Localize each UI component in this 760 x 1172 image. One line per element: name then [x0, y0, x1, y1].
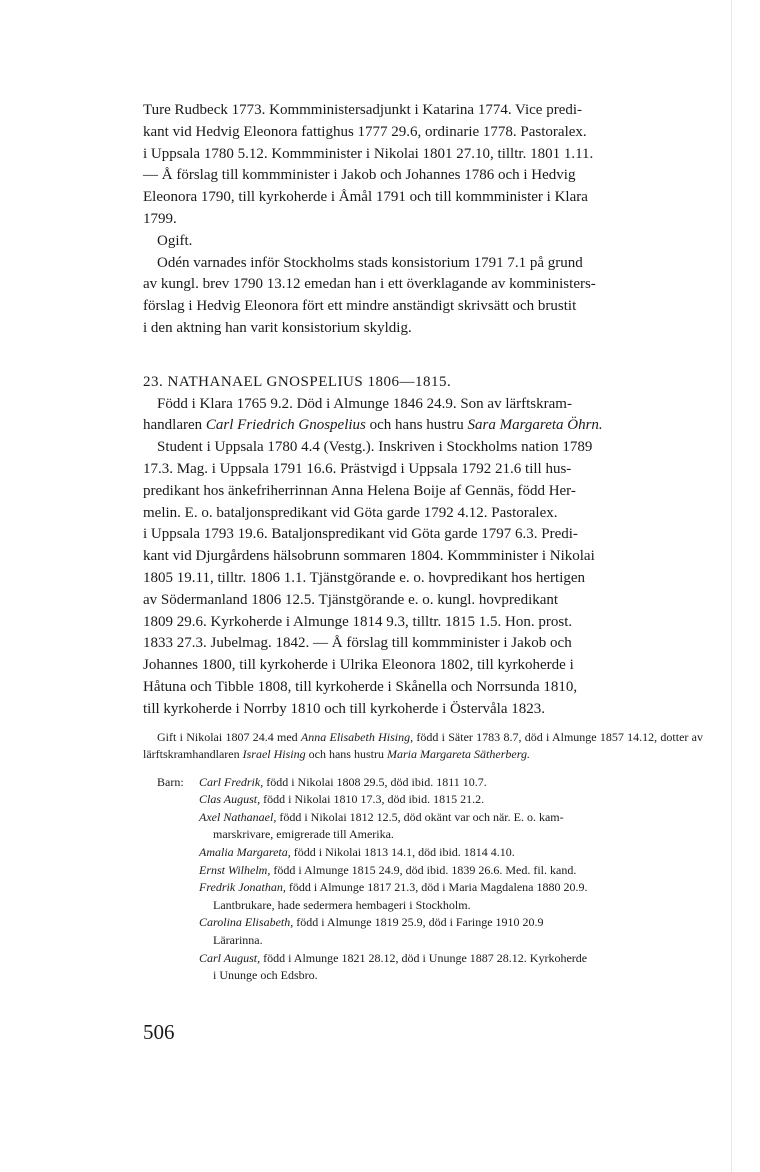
child-name: Ernst Wilhelm, [199, 862, 271, 877]
wife-mother-name: Maria [386, 747, 417, 762]
child-entry [143, 862, 703, 880]
career-gnospelius-line: predikant hos änkefriherrinnan Anna Helena Boije af Gennäs, född Her- [143, 482, 576, 499]
child-name: Carolina Elisabeth, [199, 915, 294, 930]
career-oden-line: kant vid Hedvig Eleonora fattighus 1777 29.6, ordinarie 1778. Pastoralex. [143, 123, 587, 140]
career-gnospelius-line: 1809 29.6. Kyrkoherde i Almunge 1814 9.3, tilltr. 1815 1.5. Hon. prost. [143, 613, 573, 630]
marriage-note: Gift i Nikolai 1807 24.4 med Anna Elisabeth Hising, född i Säter 1783 8.7, död i Almunge 1857 14.12, dotter av lärftskramhandlaren Israel Hising och hans hustru Maria Margareta Sätherberg. [143, 729, 703, 762]
child-name: Carl August, [199, 950, 261, 965]
career-gnospelius-line: 1833 27.3. Jubelmag. 1842. — Å förslag till kommminister i Jakob och [143, 635, 572, 652]
child-entry [143, 844, 703, 862]
child-details: född i Nikolai 1813 14.1, död ibid. 1814 4.10. [290, 845, 515, 860]
career-gnospelius-line: Student i Uppsala 1780 4.4 (Vestg.). Inskriven i Stockholms nation 1789 [157, 439, 593, 456]
career-oden-line: i Uppsala 1780 5.12. Kommminister i Nikolai 1801 27.10, tilltr. 1801 1.11. [143, 145, 594, 162]
child-details-continued: Lärarinna. [213, 933, 263, 948]
heading-text: 23. NATHANAEL GNOSPELIUS 1806—1815. [143, 373, 452, 390]
child-details: född i Nikolai 1808 29.5, död ibid. 1811 10.7. [263, 774, 487, 789]
consistory-line: Odén varnades inför Stockholms stads konsistorium 1791 7.1 på grund [157, 254, 583, 271]
child-details: född i Almunge 1817 21.3, död i Maria Magdalena 1880 20.9. [285, 880, 588, 895]
career-oden-line: — Å förslag till kommminister i Jakob och Johannes 1786 och i Hedvig [143, 167, 576, 184]
child-details: född i Nikolai 1812 12.5, död okänt var och när. E. o. kam- [276, 809, 564, 824]
child-entry [143, 774, 703, 792]
child-details-continued: marskrivare, emigrerade till Amerika. [213, 827, 394, 842]
children-list [143, 774, 703, 985]
wife-name: Anna Elisabeth Hising, [300, 729, 414, 744]
child-name: Clas August, [199, 792, 261, 807]
mother-name: Sara Margareta Öhrn. [467, 417, 603, 434]
child-name: Fredrik Jonathan, [199, 880, 286, 895]
child-entry [143, 914, 703, 949]
wife-father-name: Israel Hising [242, 747, 306, 762]
paragraph-career-oden [143, 100, 703, 231]
children-label: Barn: [157, 774, 184, 789]
child-name: Carl Fredrik, [199, 774, 264, 789]
paragraph-ogift: Ogift. [157, 232, 193, 249]
career-oden-line: Eleonora 1790, till kyrkoherde i Åmål 1791 och till kommminister i Klara [143, 189, 588, 206]
child-details: född i Almunge 1815 24.9, död ibid. 1839 26.6. Med. fil. kand. [270, 862, 577, 877]
child-entry [143, 809, 703, 844]
paragraph-career-gnospelius [143, 437, 703, 720]
wife-mother-surname: Margareta Sätherberg. [419, 747, 530, 762]
consistory-line: förslag i Hedvig Eleonora fört ett mindre anständigt skrivsätt och brustit [143, 298, 577, 315]
career-oden-line: Ture Rudbeck 1773. Kommministersadjunkt i Katarina 1774. Vice predi- [143, 102, 583, 118]
career-oden-line: 1799. [143, 210, 177, 227]
career-gnospelius-line: kant vid Djurgårdens hälsobrunn sommaren 1804. Kommminister i Nikolai [143, 548, 595, 565]
entry-heading [143, 372, 703, 394]
consistory-line: av kungl. brev 1790 13.12 emedan han i ett överklagande av komministers- [143, 276, 596, 293]
paragraph-consistory [143, 253, 703, 340]
child-details: född i Almunge 1821 28.12, död i Ununge 1887 28.12. Kyrkoherde [260, 950, 588, 965]
document-page [143, 100, 703, 985]
child-name: Axel Nathanael, [199, 809, 277, 824]
career-gnospelius-line: 17.3. Mag. i Uppsala 1791 16.6. Prästvigd i Uppsala 1792 21.6 till hus- [143, 460, 572, 477]
page-edge-line [731, 0, 732, 1172]
consistory-line: i den aktning han varit konsistorium skyldig. [143, 319, 412, 336]
career-gnospelius-line: Johannes 1800, till kyrkoherde i Ulrika Eleonora 1802, till kyrkoherde i [143, 657, 574, 674]
father-name: Carl Friedrich Gnospelius [205, 417, 366, 434]
child-entry [143, 879, 703, 914]
child-details-continued: i Ununge och Edsbro. [213, 968, 318, 983]
career-gnospelius-line: melin. E. o. bataljonspredikant vid Göta garde 1792 4.12. Pastoralex. [143, 504, 558, 521]
child-name: Amalia Margareta, [199, 845, 291, 860]
child-entry [143, 950, 703, 985]
page-number: 506 [143, 1020, 175, 1044]
child-entry [143, 791, 703, 809]
birth-line-2: handlaren Carl Friedrich Gnospelius och hans hustru Sara Margareta Öhrn. [143, 417, 603, 434]
career-gnospelius-line: i Uppsala 1793 19.6. Bataljonspredikant vid Göta garde 1797 6.3. Predi- [143, 526, 578, 543]
paragraph-birth [143, 394, 703, 438]
career-gnospelius-line: av Södermanland 1806 12.5. Tjänstgörande e. o. kungl. hovpredikant [143, 591, 559, 608]
career-gnospelius-line: Håtuna och Tibble 1808, till kyrkoherde i Skånella och Norrsunda 1810, [143, 678, 578, 695]
child-details: född i Nikolai 1810 17.3, död ibid. 1815 21.2. [260, 792, 485, 807]
career-gnospelius-line: till kyrkoherde i Norrby 1810 och till kyrkoherde i Östervåla 1823. [143, 700, 545, 717]
birth-line-1: Född i Klara 1765 9.2. Död i Almunge 1846 24.9. Son av lärftskram- [157, 395, 572, 412]
career-gnospelius-line: 1805 19.11, tilltr. 1806 1.1. Tjänstgörande e. o. hovpredikant hos hertigen [143, 569, 586, 586]
child-details: född i Almunge 1819 25.9, död i Faringe 1910 20.9 [293, 915, 544, 930]
child-details-continued: Lantbrukare, hade sedermera hembageri i Stockholm. [213, 897, 471, 912]
